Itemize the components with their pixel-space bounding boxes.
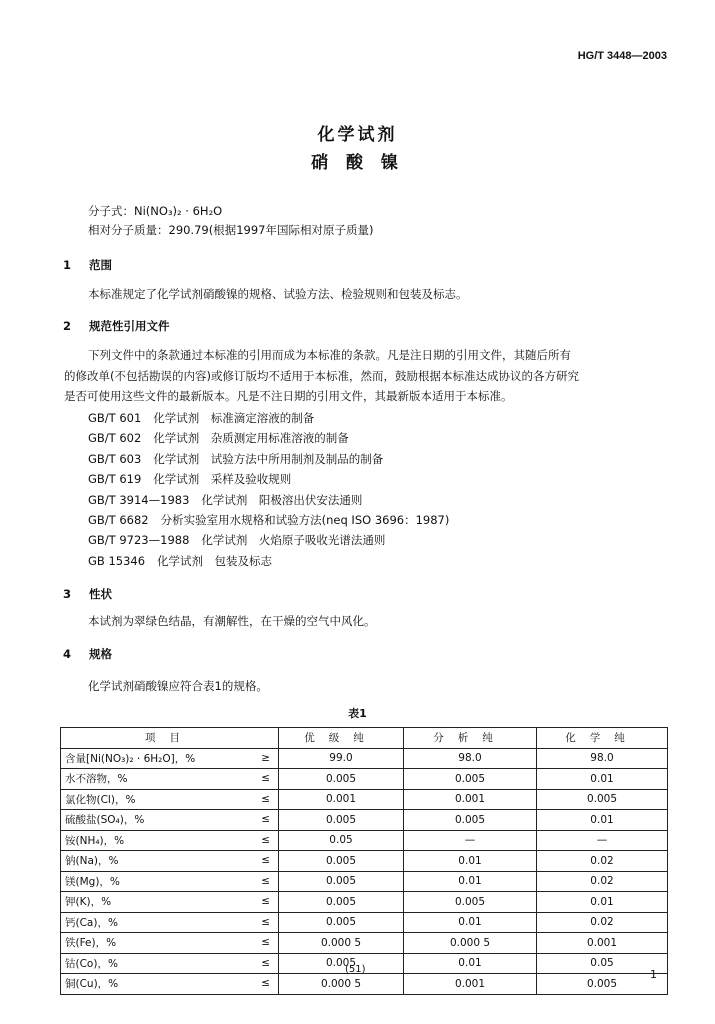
item-cell: [61, 789, 279, 810]
item-label: 氯化物(Cl)，%: [65, 793, 136, 806]
value-cell: 98.0: [537, 748, 668, 769]
item-cell: [61, 892, 279, 913]
section-number: 3: [63, 587, 72, 601]
item-label: 含量[Ni(NO₃)₂ · 6H₂O]，%: [65, 752, 196, 765]
value-cell: 0.001: [279, 789, 404, 810]
reference-title: 化学试剂 试验方法中所用制剂及制品的制备: [153, 451, 384, 466]
table-row: [61, 748, 668, 769]
comparison-operator: ≤: [261, 915, 270, 928]
reference-item: [88, 451, 395, 467]
reference-item: [88, 430, 361, 446]
table-caption: 表1: [348, 707, 367, 720]
item-label: 钴(Co)，%: [65, 957, 118, 970]
item-label: 钙(Ca)，%: [65, 916, 118, 929]
item-label: 铵(NH₄)，%: [65, 834, 125, 847]
value-cell: —: [537, 830, 668, 851]
value-cell: 0.01: [537, 892, 668, 913]
comparison-operator: ≤: [261, 895, 270, 907]
value-cell: 0.01: [404, 851, 537, 872]
value-cell: —: [404, 830, 537, 851]
header-grade: 分析纯: [404, 728, 537, 749]
value-cell: 0.05: [537, 953, 668, 974]
paragraph-line: 下列文件中的条款通过本标准的引用而成为本标准的条款。凡是注日期的引用文件，其随后所有: [88, 348, 571, 362]
comparison-operator: ≤: [261, 854, 270, 866]
comparison-operator: ≤: [261, 813, 270, 825]
section-title: 规范性引用文件: [89, 319, 170, 333]
item-cell: [61, 912, 279, 933]
comparison-operator: ≤: [261, 956, 270, 969]
value-cell: 0.001: [404, 974, 537, 995]
value-cell: 99.0: [279, 748, 404, 769]
value-cell: 0.005: [279, 953, 404, 974]
reference-item: [88, 471, 303, 487]
item-label: 钠(Na)，%: [65, 855, 119, 868]
section-number: 4: [63, 647, 72, 661]
value-cell: 0.01: [404, 912, 537, 933]
comparison-operator: ≤: [261, 772, 270, 784]
table-row: [61, 789, 668, 810]
paragraph: 本标准规定了化学试剂硝酸镍的规格、试验方法、检验规则和包装及标志。: [88, 287, 468, 301]
reference-code: GB/T 6682: [88, 513, 149, 527]
value-cell: 0.001: [537, 933, 668, 954]
section-heading: [63, 646, 112, 662]
item-cell: [61, 830, 279, 851]
item-cell: [61, 810, 279, 831]
value-cell: 0.000 5: [404, 933, 537, 954]
reference-title: 化学试剂 标准滴定溶液的制备: [153, 411, 315, 425]
paragraph-line: 是否可使用这些文件的最新版本。凡是不注日期的引用文件，其最新版本适用于本标准。: [64, 389, 513, 403]
table-row: [61, 892, 668, 913]
reference-title: 化学试剂 包装及标志: [157, 553, 273, 568]
value-cell: 0.05: [279, 830, 404, 851]
section-title: 规格: [89, 647, 112, 661]
reference-item: [88, 492, 374, 508]
header-grade: 优级纯: [279, 728, 404, 749]
value-cell: 0.02: [537, 851, 668, 872]
value-cell: 0.02: [537, 912, 668, 933]
reference-code: GB/T 9723—1988: [88, 533, 190, 548]
item-cell: [61, 851, 279, 872]
section-title: 性状: [89, 587, 112, 601]
value-cell: 98.0: [404, 748, 537, 769]
value-cell: 0.005: [404, 892, 537, 913]
item-cell: [61, 748, 279, 769]
value-cell: 0.000 5: [279, 974, 404, 995]
value-cell: 0.01: [404, 953, 537, 974]
section-heading: [63, 257, 112, 273]
value-cell: 0.01: [537, 769, 668, 790]
value-cell: 0.005: [279, 769, 404, 790]
table-header-row: [61, 728, 668, 749]
molar-mass: 相对分子质量：290.79(根据1997年国际相对原子质量): [88, 223, 374, 237]
section-heading: [63, 586, 112, 602]
doc-title: 化学试剂: [317, 125, 398, 145]
reference-item: [88, 532, 397, 548]
folio: (51): [345, 964, 366, 975]
reference-title: 化学试剂 火焰原子吸收光谱法通则: [201, 533, 386, 548]
paragraph: 化学试剂硝酸镍应符合表1的规格。: [88, 679, 268, 693]
item-label: 镁(Mg)，%: [65, 875, 120, 888]
header-item: 项目: [61, 728, 279, 749]
comparison-operator: ≤: [261, 936, 270, 948]
reference-title: 化学试剂 阳极溶出伏安法通则: [201, 492, 363, 507]
reference-code: GB/T 619: [88, 472, 142, 487]
section-number: 2: [63, 319, 72, 333]
section-title: 范围: [89, 258, 112, 272]
reference-title: 化学试剂 采样及验收规则: [153, 472, 292, 487]
reference-code: GB/T 601: [88, 411, 142, 425]
table-row: [61, 851, 668, 872]
item-label: 水不溶物，%: [65, 773, 128, 786]
comparison-operator: ≤: [261, 792, 270, 805]
reference-title: 分析实验室用水规格和试验方法(neq ISO 3696：1987): [160, 513, 450, 527]
value-cell: 0.01: [404, 871, 537, 892]
comparison-operator: ≤: [261, 833, 270, 846]
reference-item: [88, 410, 326, 426]
page-number: 1: [650, 968, 657, 981]
item-cell: [61, 933, 279, 954]
table-row: [61, 974, 668, 995]
table-row: [61, 912, 668, 933]
table-row: [61, 871, 668, 892]
reference-item: [88, 553, 284, 569]
item-label: 钾(K)，%: [65, 896, 112, 909]
value-cell: 0.005: [279, 851, 404, 872]
value-cell: 0.005: [279, 871, 404, 892]
value-cell: 0.005: [279, 912, 404, 933]
reference-code: GB 15346: [88, 553, 146, 568]
value-cell: 0.005: [404, 769, 537, 790]
value-cell: 0.005: [279, 810, 404, 831]
item-cell: [61, 769, 279, 790]
value-cell: 0.000 5: [279, 933, 404, 954]
paragraph: 本试剂为翠绿色结晶，有潮解性，在干燥的空气中风化。: [88, 614, 376, 628]
value-cell: 0.005: [404, 810, 537, 831]
reference-code: GB/T 603: [88, 451, 142, 466]
item-label: 铁(Fe)，%: [65, 937, 117, 950]
reference-item: [88, 512, 461, 528]
value-cell: 0.005: [279, 892, 404, 913]
spec-table: [60, 727, 668, 995]
reference-code: GB/T 3914—1983: [88, 492, 190, 507]
comparison-operator: ≤: [261, 977, 270, 989]
value-cell: 0.005: [537, 974, 668, 995]
value-cell: 0.001: [404, 789, 537, 810]
table-row: [61, 810, 668, 831]
doc-subtitle: 硝 酸 镍: [311, 153, 404, 173]
reference-title: 化学试剂 杂质测定用标准溶液的制备: [153, 431, 349, 446]
item-cell: [61, 871, 279, 892]
table-row: [61, 769, 668, 790]
item-label: 硫酸盐(SO₄)，%: [65, 814, 145, 827]
item-cell: [61, 953, 279, 974]
table-row: [61, 830, 668, 851]
table-row: [61, 933, 668, 954]
value-cell: 0.01: [537, 810, 668, 831]
paragraph-line: 的修改单(不包括勘误的内容)或修订版均不适用于本标准，然而，鼓励根据本标准达成协议的各方研究: [64, 369, 579, 383]
value-cell: 0.02: [537, 871, 668, 892]
item-label: 铜(Cu)，%: [65, 978, 119, 991]
comparison-operator: ≥: [261, 751, 270, 764]
item-cell: [61, 974, 279, 995]
comparison-operator: ≤: [261, 874, 270, 887]
reference-code: GB/T 602: [88, 431, 142, 446]
header-grade: 化学纯: [537, 728, 668, 749]
section-number: 1: [63, 258, 72, 272]
formula: 分子式：Ni(NO₃)₂ · 6H₂O: [88, 204, 223, 218]
value-cell: 0.005: [537, 789, 668, 810]
section-heading: [63, 318, 170, 334]
standard-code: HG/T 3448—2003: [577, 50, 667, 62]
